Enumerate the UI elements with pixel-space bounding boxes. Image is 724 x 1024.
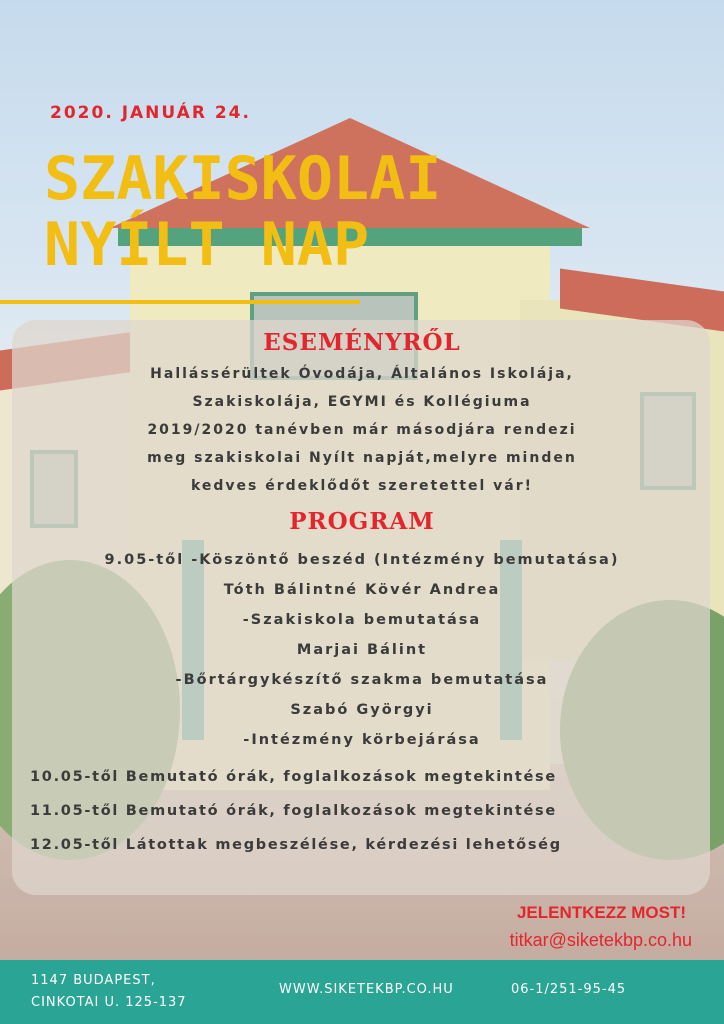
signup-callout: JELENTKEZZ MOST! [516, 903, 686, 922]
event-line: meg szakiskolai Nyílt napját,melyre minden [147, 450, 577, 466]
event-heading: ESEMÉNYRŐL [263, 329, 461, 356]
program-list [0, 545, 724, 755]
website-link[interactable]: WWW.SIKETEKBP.CO.HU [279, 982, 454, 997]
event-line: 2019/2020 tanévben már másodjára rendezi [147, 422, 577, 438]
program-item: -Bőrtárgykészítő szakma bemutatása [175, 672, 549, 688]
program-item: Szabó Györgyi [290, 702, 434, 718]
address-line: CINKOTAI U. 125-137 [31, 995, 187, 1010]
program-item: -Intézmény körbejárása [243, 732, 481, 748]
event-line: Szakiskolája, EGYMI és Kollégiuma [192, 394, 532, 410]
program-item: 9.05-től -Köszöntő beszéd (Intézmény bemutatása) [104, 552, 620, 568]
program-item: Tóth Bálintné Kövér Andrea [223, 582, 501, 598]
event-date: 2020. JANUÁR 24. [50, 103, 251, 123]
footer-address [31, 970, 187, 1014]
schedule-item: 10.05-től Bemutató órák, foglalkozások megtekintése [30, 769, 557, 785]
program-item: Marjai Bálint [296, 642, 428, 658]
schedule-item: 11.05-től Bemutató órák, foglalkozások megtekintése [30, 803, 557, 819]
event-line: kedves érdeklődőt szeretettel vár! [190, 478, 534, 494]
phone-number[interactable]: 06-1/251-95-45 [511, 982, 627, 997]
title-line-2: NYÍLT NAP [44, 210, 370, 280]
program-heading: PROGRAM [289, 508, 435, 535]
title-underline [0, 300, 360, 304]
address-line: 1147 BUDAPEST, [31, 973, 156, 988]
program-item: -Szakiskola bemutatása [242, 612, 482, 628]
footer-bar [0, 960, 724, 1024]
schedule-item: 12.05-től Látottak megbeszélése, kérdezési lehetőség [30, 837, 562, 853]
contact-email-link[interactable]: titkar@siketekbp.co.hu [509, 930, 692, 950]
poster-title [44, 146, 441, 278]
event-line: Hallássérültek Óvodája, Általános Iskolája, [150, 366, 574, 382]
title-line-1: SZAKISKOLAI [44, 144, 442, 214]
schedule-list [30, 760, 562, 862]
event-description [0, 360, 724, 500]
